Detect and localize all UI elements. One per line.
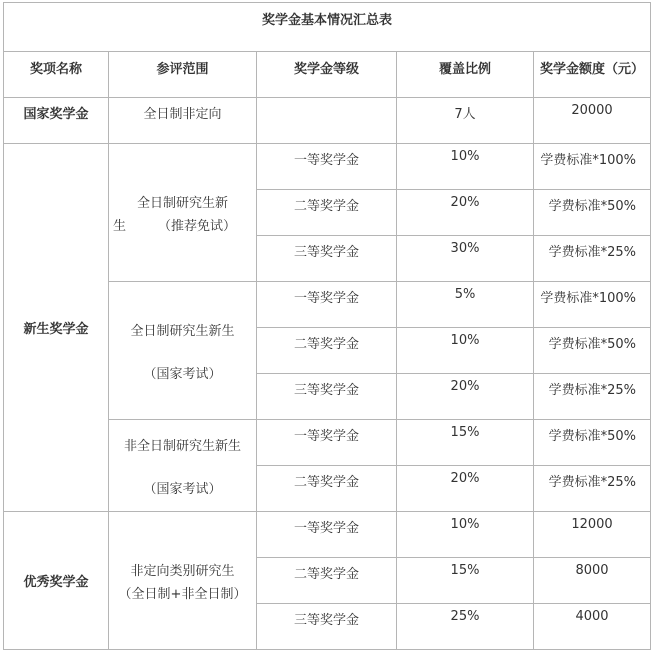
level-cell: 三等奖学金 <box>257 374 397 420</box>
award-name-freshman: 新生奖学金 <box>4 144 109 512</box>
level-cell: 三等奖学金 <box>257 236 397 282</box>
amount-cell: 学费标准*25% <box>534 466 651 512</box>
amount-cell: 12000 <box>534 512 651 558</box>
header-row <box>4 52 651 98</box>
header-level: 奖学金等级 <box>257 52 397 98</box>
level-cell: 一等奖学金 <box>257 144 397 190</box>
ratio-cell: 10% <box>397 144 534 190</box>
level-cell: 三等奖学金 <box>257 604 397 650</box>
amount-cell: 学费标准*25% <box>534 374 651 420</box>
scope-cell: 全日制非定向 <box>109 98 257 144</box>
award-name-excellent: 优秀奖学金 <box>4 512 109 650</box>
header-amount: 奖学金额度（元） <box>534 52 651 98</box>
scope-line: 全日制研究生新 <box>136 195 228 211</box>
scope-cell <box>109 512 257 650</box>
scholarship-summary-table <box>3 2 651 650</box>
header-ratio: 覆盖比例 <box>397 52 534 98</box>
ratio-cell: 30% <box>397 236 534 282</box>
level-cell: 一等奖学金 <box>257 512 397 558</box>
table-row <box>4 98 651 144</box>
scope-line: 全日制研究生新生 <box>130 323 235 339</box>
ratio-cell: 20% <box>397 190 534 236</box>
scope-line: 生 <box>113 218 127 234</box>
amount-cell: 20000 <box>534 98 651 144</box>
ratio-cell: 15% <box>397 558 534 604</box>
level-cell: 二等奖学金 <box>257 190 397 236</box>
scope-cell <box>109 282 257 420</box>
scope-line: （全日制+非全日制） <box>118 586 247 602</box>
table-row <box>4 144 651 190</box>
scope-line: （推荐免试） <box>157 218 236 234</box>
amount-cell: 学费标准*100% <box>534 282 651 328</box>
level-cell: 二等奖学金 <box>257 466 397 512</box>
table-row <box>4 512 651 558</box>
level-cell: 二等奖学金 <box>257 558 397 604</box>
ratio-cell: 10% <box>397 512 534 558</box>
scope-line: （国家考试） <box>143 481 222 497</box>
header-award-name: 奖项名称 <box>4 52 109 98</box>
scope-line: 非全日制研究生新生 <box>123 438 241 454</box>
level-cell: 二等奖学金 <box>257 328 397 374</box>
amount-cell: 学费标准*50% <box>534 328 651 374</box>
ratio-cell: 10% <box>397 328 534 374</box>
ratio-cell: 5% <box>397 282 534 328</box>
scope-cell <box>109 420 257 512</box>
ratio-cell: 25% <box>397 604 534 650</box>
ratio-cell: 7人 <box>397 98 534 144</box>
ratio-cell: 20% <box>397 466 534 512</box>
level-cell: 一等奖学金 <box>257 420 397 466</box>
amount-cell: 学费标准*100% <box>534 144 651 190</box>
scope-line: 非定向类别研究生 <box>130 563 235 579</box>
amount-cell: 4000 <box>534 604 651 650</box>
table-title: 奖学金基本情况汇总表 <box>4 3 651 52</box>
amount-cell: 学费标准*50% <box>534 190 651 236</box>
level-cell <box>257 98 397 144</box>
header-scope: 参评范围 <box>109 52 257 98</box>
title-row <box>4 3 651 52</box>
ratio-cell: 15% <box>397 420 534 466</box>
award-name-national: 国家奖学金 <box>4 98 109 144</box>
scope-cell <box>109 144 257 282</box>
amount-cell: 学费标准*25% <box>534 236 651 282</box>
ratio-cell: 20% <box>397 374 534 420</box>
amount-cell: 学费标准*50% <box>534 420 651 466</box>
scope-line: （国家考试） <box>143 366 222 382</box>
amount-cell: 8000 <box>534 558 651 604</box>
level-cell: 一等奖学金 <box>257 282 397 328</box>
